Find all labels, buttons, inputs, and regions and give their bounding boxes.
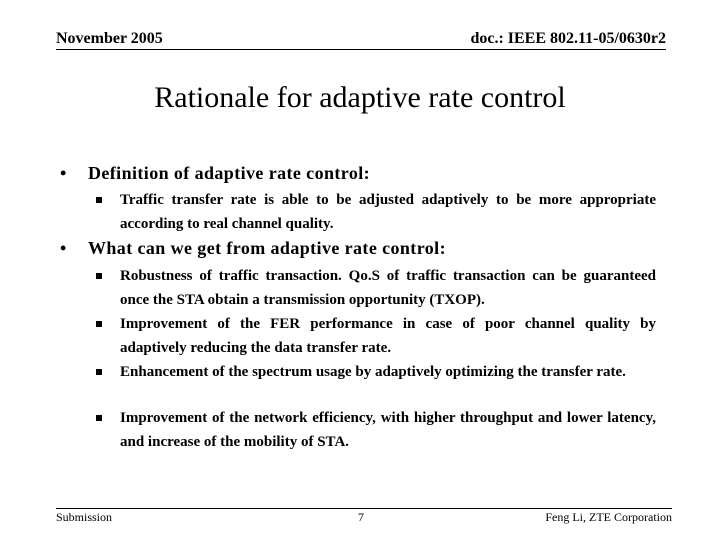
square-bullet-icon (96, 321, 102, 327)
header-date: November 2005 (56, 30, 163, 47)
footer-divider (56, 508, 672, 509)
sub-bullet-text: Enhancement of the spectrum usage by adaptively optimizing the transfer rate. (120, 364, 626, 380)
footer-submission: Submission (56, 510, 113, 524)
sub-bullet-traffic-rate (96, 188, 656, 236)
square-bullet-icon (96, 415, 102, 421)
bullet-definition-heading: Definition of adaptive rate control: (88, 163, 371, 183)
sub-bullet-robustness (96, 264, 656, 312)
footer-page-number: 7 (358, 510, 364, 524)
sub-bullet-text: Improvement of the network efficiency, with higher throughput and lower latency, and increase of the mobility of STA. (120, 410, 656, 450)
sub-bullet-text: Robustness of traffic transaction. Qo.S of traffic transaction can be guaranteed once the STA obtain a transmission opportunity (TXOP). (120, 268, 656, 308)
sub-bullet-network (96, 406, 656, 454)
sub-bullet-fer (96, 312, 656, 360)
footer-author: Feng Li, ZTE Corporation (545, 510, 672, 524)
header-document-id: doc.: IEEE 802.11-05/0630r2 (470, 30, 666, 47)
slide-title: Rationale for adaptive rate control (154, 81, 566, 114)
bullet-dot-icon: • (60, 238, 67, 258)
square-bullet-icon (96, 273, 102, 279)
sub-bullet-text: Improvement of the FER performance in case of poor channel quality by adaptively reducing the data transfer rate. (120, 316, 656, 356)
sub-bullet-text: Traffic transfer rate is able to be adjusted adaptively to be more appropriate according to real channel quality. (120, 192, 656, 232)
bullet-dot-icon: • (60, 163, 67, 183)
header-divider (56, 49, 666, 50)
square-bullet-icon (96, 369, 102, 375)
bullet-benefits-heading: What can we get from adaptive rate control: (88, 238, 446, 258)
sub-bullet-spectrum (96, 360, 656, 384)
square-bullet-icon (96, 197, 102, 203)
